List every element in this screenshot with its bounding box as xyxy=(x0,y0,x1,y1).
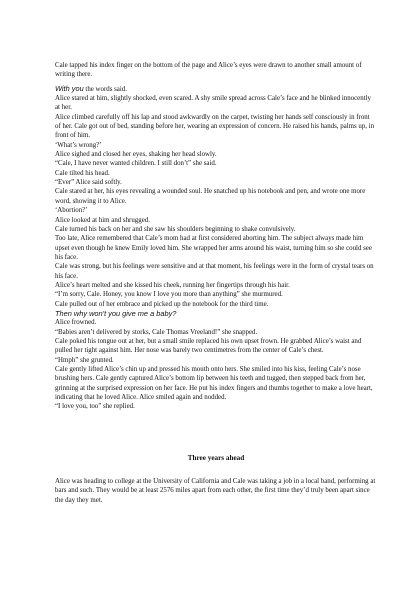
paragraph: Alice was heading to college at the University of California and Cale was taking a job in a local band, performing at bars and such. They would be at least 2576 miles apart from each other, the first time they’d truly been apart since the day they met. xyxy=(55,478,376,504)
paragraph: Alice’s heart melted and she kissed his cheek, running her fingertips through his hair. xyxy=(55,281,290,289)
paragraph: “Hmph” she grunted. xyxy=(55,356,114,364)
paragraph: “I love you, too” she replied. xyxy=(55,403,135,411)
handwritten-note-line xyxy=(55,84,377,94)
handwritten-note: Then why won't you give me a baby? xyxy=(55,308,177,318)
paragraph: Cale was strong, but his feelings were sensitive and at that moment, his feelings were in the form of crystal tears on his face. xyxy=(55,263,374,280)
paragraph: Cale tapped his index finger on the bottom of the page and Alice’s eyes were drawn to another small amount of writing there. xyxy=(55,62,362,79)
paragraph: “Cale, I have never wanted children. I still don’t” she said. xyxy=(55,160,217,168)
paragraph: ‘Abortion?’ xyxy=(55,207,88,215)
section-heading: Three years ahead xyxy=(187,453,245,462)
paragraph: Cale tilted his head. xyxy=(55,169,110,177)
paragraph: Alice looked at him and shrugged. xyxy=(55,216,150,224)
paragraph: Cale poked his tongue out at her, but a small smile replaced his own upset frown. He grabbed Alice’s waist and pulled her tight against him. Her nose was barely two centimetres from the center of Cale’s chest. xyxy=(55,337,362,355)
paragraph: Alice stared at him, slightly shocked, even scared. A shy smile spread across Cale’s face and he blinked innocently at her. xyxy=(55,95,371,112)
paragraph: Alice climbed carefully off his lap and stood awkwardly on the carpet, twisting her hands self consciously in front of her. Cale got out of bed, standing before her, wearing an expression of concern. He raised his hands, palms up, in front of him. xyxy=(55,113,375,140)
paragraph: Alice sighed and closed her eyes, shaking her head slowly. xyxy=(55,151,217,159)
paragraph: Cale turned his back on her and she saw his shoulders beginning to shake convulsively. xyxy=(55,225,296,233)
paragraph: Cale stared at her, his eyes revealing a wounded soul. He snatched up his notebook and pen, and wrote one more word, showing it to Alice. xyxy=(55,188,366,205)
paragraph: “I’m sorry, Cale. Honey, you know I love you more than anything” she murmured. xyxy=(55,291,283,299)
handwritten-note: With you xyxy=(55,83,84,93)
paragraph: Cale pulled out of her embrace and picked up the notebook for the third time. xyxy=(55,300,269,308)
document-page xyxy=(55,61,377,505)
paragraph-tail: the words said. xyxy=(83,85,127,93)
paragraph: “Ever” Alice said softly. xyxy=(55,179,122,187)
paragraph: “Babies aren’t delivered by storks, Cale Thomas Vreeland!” she snapped. xyxy=(55,328,258,336)
paragraph: Cale gently lifted Alice’s chin up and pressed his mouth onto hers. She smiled into his kiss, feeling Cale’s nose brushing hers. Cale gently captured Alice’s bottom lip between his teeth and tugged, then stepped back from her, grinning at the surprised expression on her face. He put his index fingers and thumbs together to make a love heart, indicating that he loved Alice. Alice smiled again and nodded. xyxy=(55,366,373,402)
paragraph: Alice frowned. xyxy=(55,319,97,327)
paragraph: ‘What’s wrong?’ xyxy=(55,141,102,149)
paragraph: Too late, Alice remembered that Cale’s mom had at first considered aborting him. The subject always made him upset even though he knew Emily loved him. She wrapped her arms around his waist, turning him so she could see his face. xyxy=(55,235,372,261)
